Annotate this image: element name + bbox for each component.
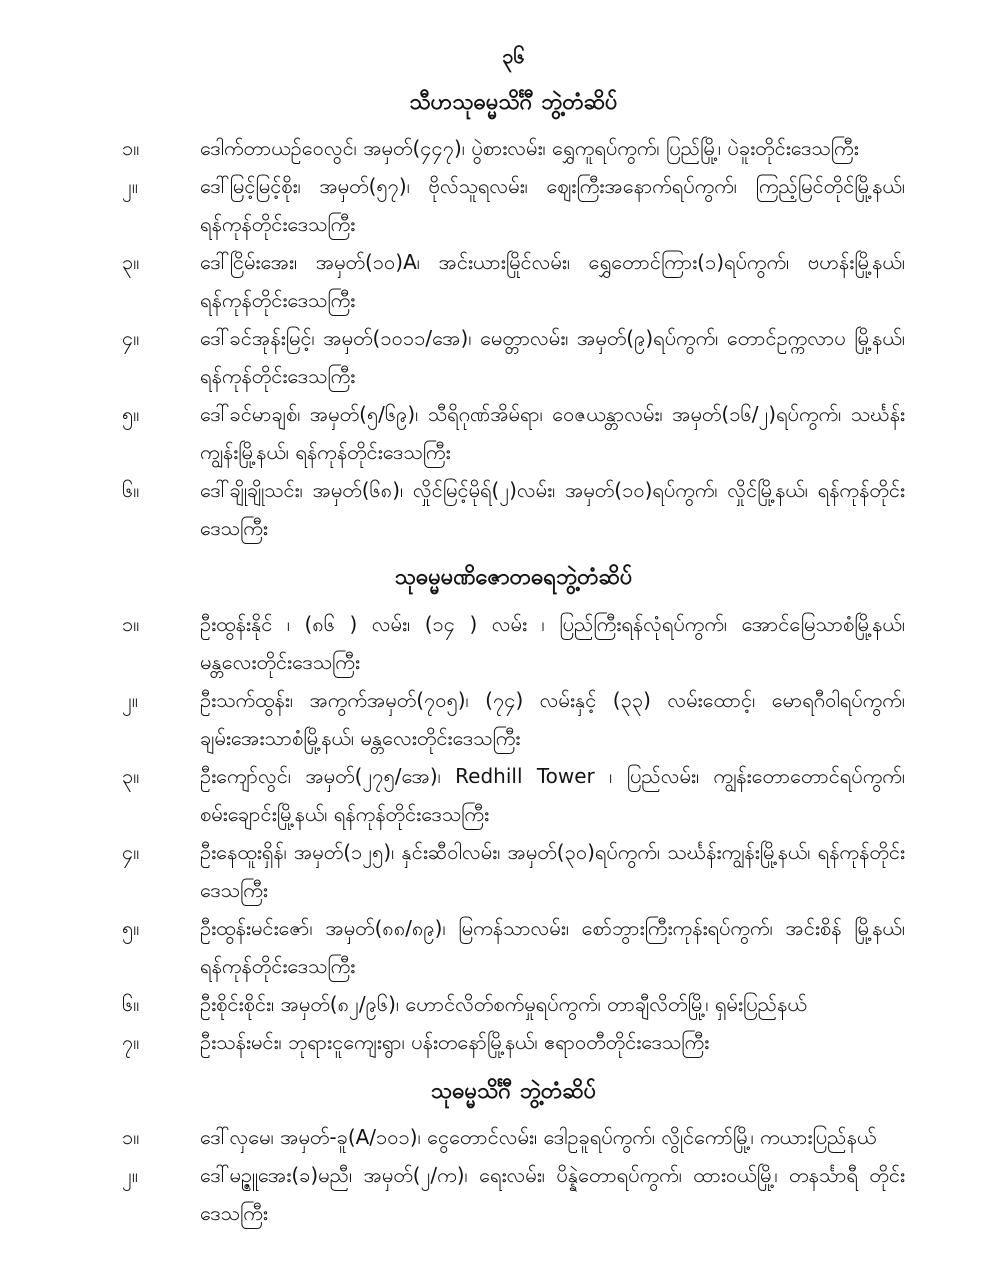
list-item [122, 167, 905, 243]
award-list [122, 1118, 905, 1232]
item-text: ဒေါ်ငြိမ်းအေး၊ အမှတ်(၁၀)A၊ အင်းယားမြိုင်လမ်း၊ ရွှေတောင်ကြား(၁)ရပ်ကွက်၊ ဗဟန်းမြို့နယ်၊ ရန်ကုန်တိုင်းဒေသကြီး [200, 250, 905, 313]
list-item [122, 471, 905, 547]
item-text: ဒေါက်တာယဉ်ဝေလွင်၊ အမှတ်(၄၄၇)၊ ပွဲစားလမ်း၊ ရွှေကူရပ်ကွက်၊ ပြည်မြို့၊ ပဲခူးတိုင်းဒေသကြီး [200, 136, 859, 161]
item-text: ဒေါ်ခင်မာချစ်၊ အမှတ်(၅/၆၉)၊ သီရိဂုဏ်အိမ်ရာ၊ ဝေဇယန္တာလမ်း၊ အမှတ်(၁၆/၂)ရပ်ကွက်၊ သင်္ဃန်းကျွန်းမြို့နယ်၊ ရန်ကုန်တိုင်းဒေသကြီး [200, 402, 905, 465]
item-number: ၁။ [122, 136, 140, 161]
section-thudhamma-theingi [122, 1073, 905, 1232]
list-item [122, 319, 905, 395]
list-item [122, 681, 905, 757]
item-number: ၇။ [122, 1029, 140, 1054]
item-text: ဦးထွန်းနိုင် ၊ (၈၆ ) လမ်း၊ (၁၄ ) လမ်း ၊ ပြည်ကြီးရန်လုံရပ်ကွက်၊ အောင်မြေသာစံမြို့နယ်၊ မန္တလေးတိုင်းဒေသကြီး [200, 611, 905, 674]
list-item [122, 1156, 905, 1232]
item-text: ဒေါ်ခင်အုန်းမြင့်၊ အမှတ်(၁၀၁၁/အေ)၊ မေတ္တာလမ်း၊ အမှတ်(၉)ရပ်ကွက်၊ တောင်ဥက္ကလာပ မြို့နယ်၊ ရန်ကုန်တိုင်းဒေသကြီး [200, 326, 905, 389]
list-item [122, 243, 905, 319]
list-item [122, 909, 905, 985]
item-number: ၂။ [122, 1163, 138, 1188]
item-text: ဦးထွန်းမင်းဇော်၊ အမှတ်(၈၈/၈၉)၊ မြကန်သာလမ်း၊ စော်ဘွားကြီးကုန်းရပ်ကွက်၊ အင်းစိန် မြို့နယ်၊ ရန်ကုန်တိုင်းဒေသကြီး [200, 915, 905, 978]
section-heading: သုဓမ္မသိင်္ဂီ ဘွဲ့တံဆိပ် [430, 1078, 597, 1104]
section-heading: သုဓမ္မမဏိဇောတဓရဘွဲ့တံဆိပ် [394, 565, 633, 591]
list-item [122, 129, 905, 167]
section-heading: သီဟသုဓမ္မသိင်္ဂီ ဘွဲ့တံဆိပ် [409, 90, 618, 115]
page-number: ၃၆ [502, 44, 525, 68]
item-text: ဒေါ်မြင့်မြင့်စိုး၊ အမှတ်(၅၇)၊ ဗိုလ်သူရလမ်း၊ ဈေးကြီးအနောက်ရပ်ကွက်၊ ကြည့်မြင်တိုင်မြို့နယ်၊ ရန်ကုန်တိုင်းဒေသကြီး [200, 174, 905, 237]
item-text: ဦးသက်ထွန်း၊ အကွက်အမှတ်(၇၀၅)၊ (၇၄) လမ်းနှင့် (၃၃) လမ်းထောင့်၊ မောရဂီဝါရပ်ကွက်၊ ချမ်းအေးသာစံမြို့နယ်၊ မန္တလေးတိုင်းဒေသကြီး [200, 687, 905, 750]
item-text: ဦးနေထူးရှိန်၊ အမှတ်(၁၂၅)၊ နှင်းဆီဝါလမ်း၊ အမှတ်(၃၀)ရပ်ကွက်၊ သင်္ဃန်းကျွန်းမြို့နယ်၊ ရန်ကုန်တိုင်းဒေသကြီး [200, 839, 905, 902]
award-list [122, 129, 905, 547]
list-item [122, 395, 905, 471]
list-item [122, 757, 905, 833]
list-item [122, 833, 905, 909]
item-number: ၄။ [122, 326, 140, 351]
item-number: ၆။ [122, 478, 140, 503]
item-number: ၃။ [122, 763, 140, 788]
list-item [122, 1023, 905, 1061]
item-text: ဦးစိုင်းစိုင်း၊ အမှတ်(၈၂/၉၆)၊ ဟောင်လိတ်စက်မှုရပ်ကွက်၊ တာချီလိတ်မြို့၊ ရှမ်းပြည်နယ် [200, 991, 807, 1016]
item-number: ၂။ [122, 174, 138, 199]
item-text: ဒေါ်မဉ္ဇူအေး(ခ)မညီ၊ အမှတ်(၂/က)၊ ရေးလမ်း၊ ပိန္နဲတောရပ်ကွက်၊ ထားဝယ်မြို့၊ တနင်္သာရီ တိုင်းဒေသကြီး [200, 1163, 905, 1226]
award-list [122, 605, 905, 1061]
item-number: ၆။ [122, 991, 140, 1016]
item-number: ၄။ [122, 839, 140, 864]
item-number: ၅။ [122, 915, 140, 940]
list-item [122, 605, 905, 681]
list-item [122, 985, 905, 1023]
item-text: ဦးသန်းမင်း၊ ဘုရားငူကျေးရွာ၊ ပန်းတနော်မြို့နယ်၊ ဧရာဝတီတိုင်းဒေသကြီး [200, 1029, 710, 1054]
item-number: ၅။ [122, 402, 140, 427]
list-item [122, 1118, 905, 1156]
item-text: ဒေါ်ချိုချိုသင်း၊ အမှတ်(၆၈)၊ လှိုင်မြင့်မိုရ်(၂)လမ်း၊ အမှတ်(၁၀)ရပ်ကွက်၊ လှိုင်မြို့နယ်၊ ရန်ကုန်တိုင်းဒေသကြီး [200, 478, 905, 541]
item-number: ၁။ [122, 1125, 140, 1150]
section-thudhamma-mani-zawtadhara [122, 559, 905, 1060]
item-text: ဦးကျော်လွင်၊ အမှတ်(၂၇၅/အေ)၊ Redhill Tower ၊ ပြည်လမ်း၊ ကျွန်းတောတောင်ရပ်ကွက်၊ စမ်းချောင်းမြို့နယ်၊ ရန်ကုန်တိုင်းဒေသကြီး [200, 763, 905, 826]
item-number: ၃။ [122, 250, 140, 275]
item-number: ၁။ [122, 611, 140, 636]
section-thiha-thudhamma-theingi [122, 84, 905, 547]
item-number: ၂။ [122, 687, 138, 712]
item-text: ဒေါ်လှမေ၊ အမှတ်-ခူ(A/၁၀၁)၊ ငွေတောင်လမ်း၊ ဒေါဥခူရပ်ကွက်၊ လွိုင်ကော်မြို့၊ ကယားပြည်နယ် [200, 1125, 877, 1150]
